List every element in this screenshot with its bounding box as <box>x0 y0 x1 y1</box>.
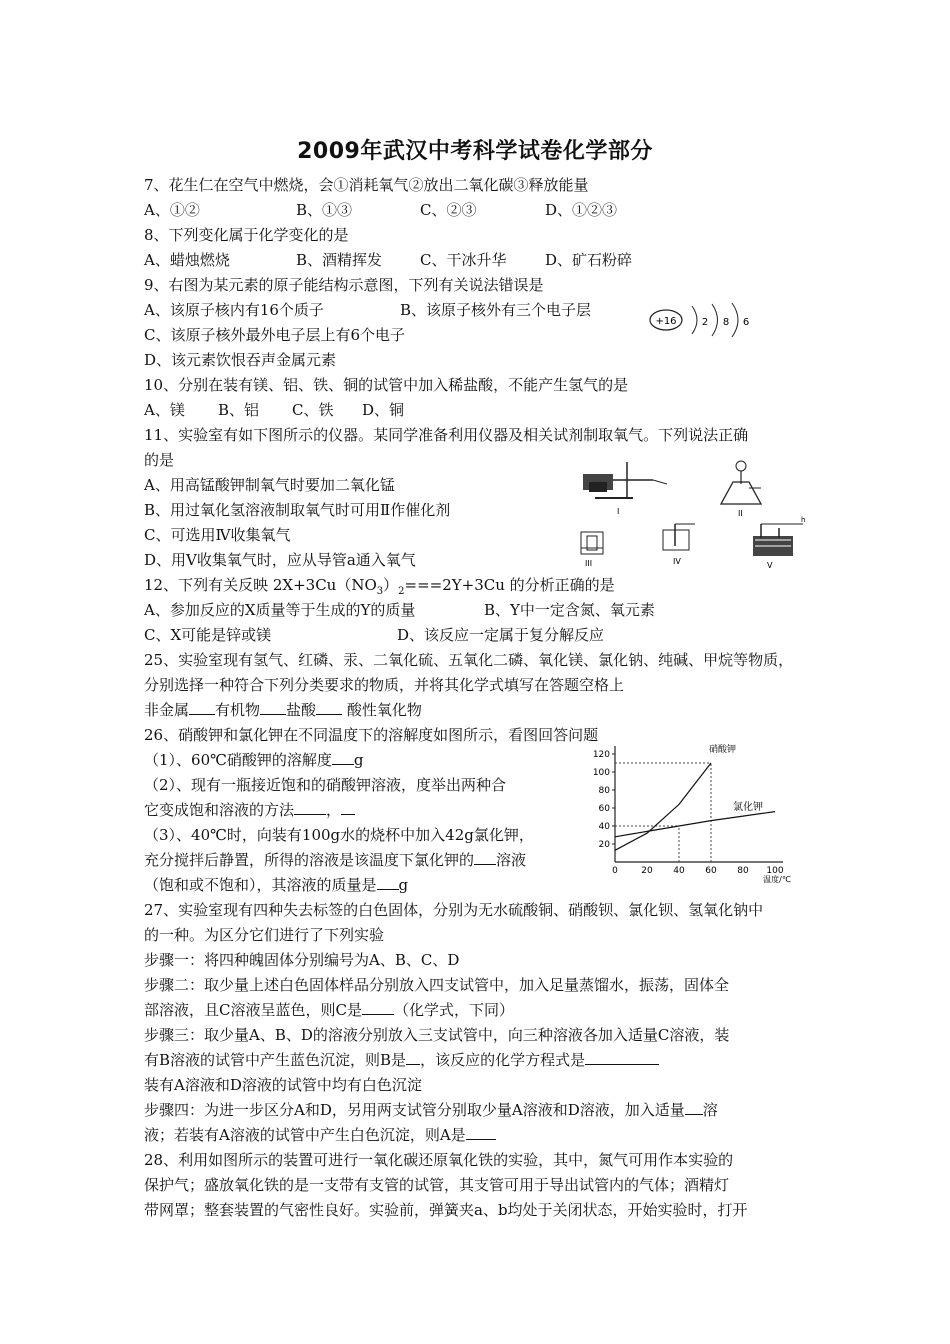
q26-part2-sep: ， <box>326 801 342 819</box>
q10-option-c: C、铁 <box>292 401 334 419</box>
q12-options-cd <box>144 625 704 645</box>
q25-line3 <box>144 700 422 720</box>
q27-step4-line1 <box>144 1100 718 1120</box>
q27-step2-line1: 步骤二：取少量上述白色固体样品分别放入四支试管中，加入足量蒸馏水，振荡，固体全 <box>144 976 730 994</box>
q10-option-d: D、铜 <box>362 401 405 419</box>
q28-line3: 带网罩；整套装置的气密性良好。实验前，弹簧夹a、b均处于关闭状态，开始实验时，打开 <box>144 1201 748 1219</box>
q27-step3-line2 <box>144 1050 659 1070</box>
electron-shell-2 <box>712 304 718 336</box>
q12-option-b: B、Y中一定含氮、氧元素 <box>484 601 655 619</box>
q9-option-c: C、该原子核外最外电子层上有6个电子 <box>144 326 406 344</box>
q7-option-d: D、①②③ <box>545 201 618 219</box>
q26-part2-line2 <box>144 800 355 820</box>
q25-organic-label: 有机物 <box>215 701 261 719</box>
chart-guides <box>615 763 711 862</box>
q28-line1: 28、利用如图所示的装置可进行一氧化碳还原氧化铁的实验，其中，氮气可用作本实验的 <box>144 1151 734 1169</box>
q27-step4-end: 溶 <box>702 1101 718 1119</box>
q7-option-c: C、②③ <box>420 201 477 219</box>
label-iv: IV <box>673 557 681 566</box>
q28-line2: 保护气；盛放氧化铁的是一支带有支管的试管，其支管可用于导出试管内的气体；酒精灯 <box>144 1176 730 1194</box>
q8-option-b: B、酒精挥发 <box>296 251 383 269</box>
q12-stem-pre: 12、下列有关反映 2X+3Cu（NO <box>144 576 377 594</box>
q12-option-d: D、该反应一定属于复分解反应 <box>397 626 605 644</box>
apparatus-v <box>753 516 805 570</box>
q8-option-d: D、矿石粉碎 <box>545 251 633 269</box>
q26-part1-blank[interactable] <box>332 750 354 765</box>
q26-part2-text: 它变成饱和溶液的方法 <box>144 801 295 819</box>
q26-method1-blank[interactable] <box>294 800 326 815</box>
y-tick-label: 60 <box>598 804 610 814</box>
q25-salt-blank[interactable] <box>316 700 342 715</box>
q9-stem: 9、右图为某元素的原子能结构示意图，下列有关说法错误是 <box>144 276 544 294</box>
q7-options <box>144 200 704 220</box>
series-label-kno3: 硝酸钾 <box>709 745 737 755</box>
q9-option-a: A、该原子核内有16个质子 <box>144 301 324 319</box>
q27-step3-line3: 装有A溶液和D溶液的试管中均有白色沉淀 <box>144 1076 422 1094</box>
q27-step2-end: （化学式，下同） <box>393 1001 514 1019</box>
q26-part3-line1: （3）、40℃时，向装有100g水的烧杯中加入42g氯化钾， <box>144 826 534 844</box>
label-v: V <box>767 561 773 570</box>
y-tick-label: 20 <box>598 840 610 850</box>
q26-part2-line1: （2）、现有一瓶接近饱和的硝酸钾溶液，度举出两种合 <box>144 776 507 794</box>
y-tick-label: 100 <box>592 768 610 778</box>
q27-reagent-blank[interactable] <box>685 1100 703 1115</box>
q9-option-b: B、该原子核外有三个电子层 <box>400 301 592 319</box>
x-tick-label: 40 <box>673 866 685 876</box>
q26-saturation-blank[interactable] <box>474 850 496 865</box>
label-iii: III <box>585 559 593 568</box>
page-title: 2009年武汉中考科学试卷化学部分 <box>297 139 653 164</box>
q11-stem-line1: 11、实验室有如下图所示的仪器。某同学准备利用仪器及相关试剂制取氧气。下列说法正确 <box>144 426 749 444</box>
q27-step4-a-text: 液；若装有A溶液的试管中产生白色沉淀，则A是 <box>144 1126 466 1144</box>
q11-option-b: B、用过氧化氢溶液制取氧气时可用Ⅱ作催化剂 <box>144 501 451 519</box>
q26-part1-text: （1）、60℃硝酸钾的溶解度 <box>144 751 332 769</box>
q7-option-b: B、①③ <box>296 201 353 219</box>
x-tick-label: 100 <box>766 866 784 876</box>
solubility-chart <box>585 740 800 885</box>
q25-nonmetal-blank[interactable] <box>189 700 215 715</box>
x-tick-label: 60 <box>705 866 717 876</box>
q27-step3-text: 有B溶液的试管中产生蓝色沉淀，则B是 <box>144 1051 407 1069</box>
label-ii: II <box>738 509 743 518</box>
q8-option-c: C、干冰升华 <box>420 251 507 269</box>
q8-option-a: A、蜡烛燃烧 <box>144 251 230 269</box>
q27-step1: 步骤一：将四种魄固体分别编号为A、B、C、D <box>144 951 460 969</box>
q8-options <box>144 250 704 270</box>
tube-label-h: h <box>801 516 806 524</box>
q26-part3-end: 溶液 <box>496 851 527 869</box>
y-tick-label: 80 <box>598 786 610 796</box>
shell-2-electrons: 8 <box>722 317 730 328</box>
q12-stem-sub2: 2 <box>398 586 405 597</box>
q11-stem-line2: 的是 <box>144 451 175 469</box>
q27-equation-blank[interactable] <box>585 1050 659 1065</box>
q27-c-blank[interactable] <box>362 1000 394 1015</box>
q26-part3-mass-unit: g <box>398 876 409 894</box>
x-axis-label: 温度/℃ <box>763 875 791 884</box>
q26-stem: 26、硝酸钾和氯化钾在不同温度下的溶解度如图所示，看图回答问题 <box>144 726 599 744</box>
q12-stem-mid: ） <box>383 576 399 594</box>
q7-option-a: A、①② <box>144 201 200 219</box>
lab-apparatus-figure <box>575 458 810 570</box>
q25-salt-label: 盐酸 <box>286 701 317 719</box>
q26-part1-unit: g <box>353 751 364 769</box>
q27-line2: 的一种。为区分它们进行了下列实验 <box>144 926 385 944</box>
apparatus-i <box>583 462 667 516</box>
q26-part3-line2 <box>144 850 526 870</box>
q27-step3-line1: 步骤三：取少量A、B、D的溶液分别放入三支试管中，向三种溶液各加入适量C溶液，装 <box>144 1026 730 1044</box>
shell-3-electrons: 6 <box>742 317 750 328</box>
q25-acid-oxide-label: 酸性氧化物 <box>342 701 422 719</box>
q10-options <box>144 400 444 420</box>
q11-option-a: A、用高锰酸钾制氧气时要加二氧化锰 <box>144 476 395 494</box>
q25-line2: 分别选择一种符合下列分类要求的物质，并将其化学式填写在答题空格上 <box>144 676 625 694</box>
electron-shell-1 <box>692 306 697 334</box>
q26-part1 <box>144 750 364 770</box>
q12-option-a: A、参加反应的X质量等于生成的Y的质量 <box>144 601 416 619</box>
q9-option-d: D、该元素饮恨吞声金属元素 <box>144 351 337 369</box>
q12-option-c: C、X可能是锌或镁 <box>144 626 272 644</box>
q26-part3-line3 <box>144 875 408 895</box>
x-tick-label: 80 <box>737 866 749 876</box>
q27-a-blank[interactable] <box>466 1125 496 1140</box>
q26-part3-text: 充分搅拌后静置，所得的溶液是该温度下氯化钾的 <box>144 851 475 869</box>
x-tick-label: 20 <box>641 866 653 876</box>
q10-stem: 10、分别在装有镁、铝、铁、铜的试管中加入稀盐酸，不能产生氢气的是 <box>144 376 629 394</box>
atom-structure-diagram <box>646 300 756 340</box>
q25-organic-blank[interactable] <box>260 700 286 715</box>
q27-b-blank[interactable] <box>406 1050 420 1065</box>
q27-step4-line2 <box>144 1125 496 1145</box>
apparatus-iii <box>581 532 603 568</box>
q12-stem <box>144 575 615 602</box>
q10-option-a: A、镁 <box>144 401 185 419</box>
q27-step4-text: 步骤四：为进一步区分A和D，另用两支试管分别取少量A溶液和D溶液，加入适量 <box>144 1101 685 1119</box>
q26-method2-blank[interactable] <box>341 800 355 815</box>
y-tick-label: 40 <box>598 822 610 832</box>
q27-step2-line2 <box>144 1000 514 1020</box>
series-label-kcl: 氯化钾 <box>733 802 763 814</box>
nucleus-charge: +16 <box>655 316 677 327</box>
electron-shell-3 <box>732 303 738 337</box>
apparatus-ii <box>721 461 761 518</box>
q10-option-b: B、铝 <box>218 401 260 419</box>
q11-option-c: C、可选用Ⅳ收集氧气 <box>144 526 291 544</box>
q12-stem-post: ===2Y+3Cu 的分析正确的是 <box>404 576 615 594</box>
q26-part3-mass-text: （饱和或不饱和），其溶液的质量是 <box>144 876 377 894</box>
q9-options-ab <box>144 300 644 320</box>
x-tick-label: 0 <box>612 866 618 876</box>
q27-line1: 27、实验室现有四种失去标签的白色固体，分别为无水硫酸铜、硝酸钡、氯化钡、氢氧化钠中 <box>144 901 764 919</box>
q12-options-ab <box>144 600 704 620</box>
q25-line1: 25、实验室现有氢气、红磷、汞、二氧化硫、五氧化二磷、氧化镁、氯化钠、纯碱、甲烷等物质， <box>144 651 794 669</box>
y-tick-label: 120 <box>592 750 610 760</box>
series-line-kcl <box>615 812 775 837</box>
q11-option-d: D、用Ⅴ收集氧气时，应从导管a通入氧气 <box>144 551 416 569</box>
label-i: I <box>617 507 620 516</box>
q26-mass-blank[interactable] <box>377 875 399 890</box>
q7-stem: 7、花生仁在空气中燃烧，会①消耗氧气②放出二氧化碳③释放能量 <box>144 176 589 194</box>
q27-step2-text: 部溶液，且C溶液呈蓝色，则C是 <box>144 1001 362 1019</box>
q25-nonmetal-label: 非金属 <box>144 701 190 719</box>
q8-stem: 8、下列变化属于化学变化的是 <box>144 226 349 244</box>
q27-step3-mid: ，该反应的化学方程式是 <box>420 1051 586 1069</box>
shell-1-electrons: 2 <box>701 317 709 328</box>
apparatus-iv <box>663 524 695 566</box>
series-line-kno3 <box>615 763 711 850</box>
q12-stem-sub: 3 <box>376 586 384 597</box>
